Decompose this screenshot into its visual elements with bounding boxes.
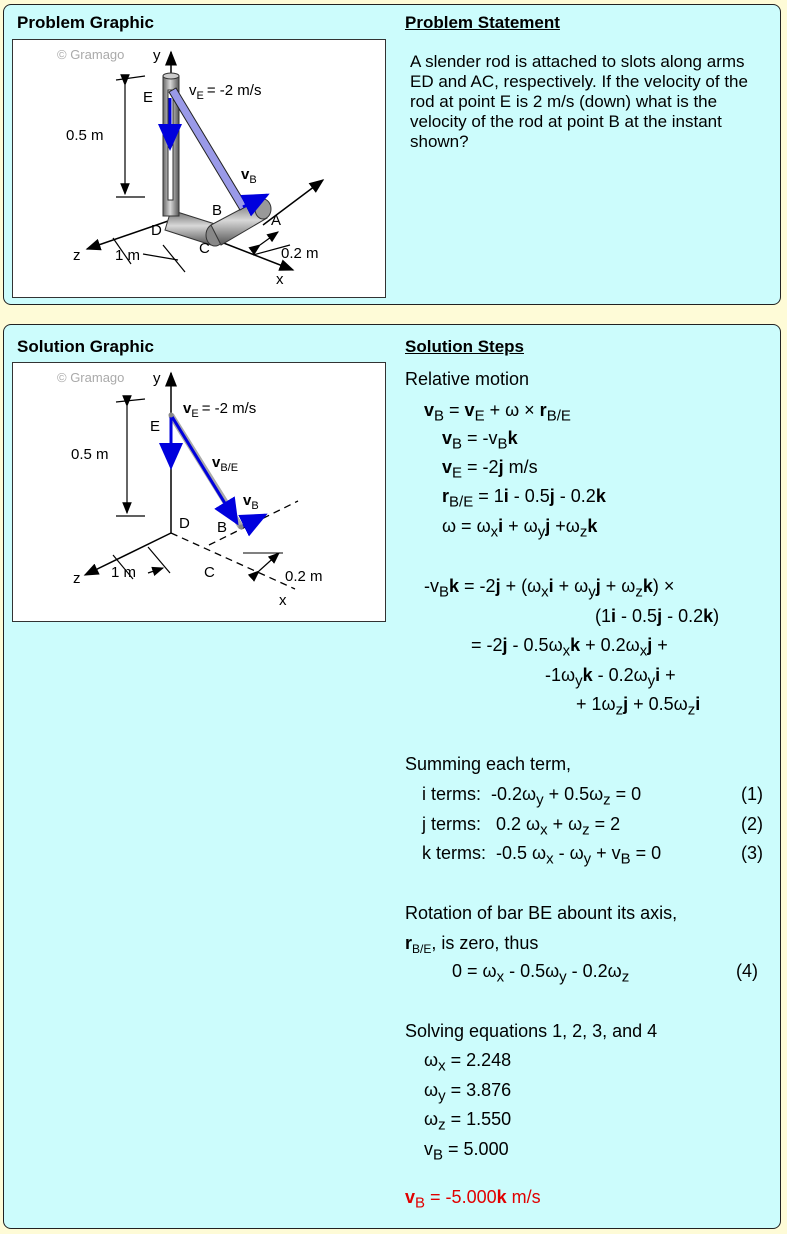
- eq-j-terms: j terms: 0.2 $\omega_x + \omega_z = 2$: [422, 814, 621, 839]
- eq-rotation: $0 = \omega_x - 0.5\omega_y - 0.2\omega_z$: [452, 961, 630, 986]
- point-d-label: D: [179, 515, 190, 532]
- eq-number-2: (2): [741, 814, 763, 834]
- solution-steps-heading: Solution Steps: [405, 337, 524, 356]
- problem-statement-text: A slender rod is attached to slots along arms ED and AC, respectively. If the velocity of the rod at point E is 2 m/s (down) what is the velocity of the rod at point B at the instant shown?: [410, 52, 748, 151]
- vb-label: $v_B$: [243, 492, 259, 512]
- rotation-text-2: $r_{B/E}$, is zero, thus: [405, 933, 539, 956]
- dim-02-label: 0.2 m: [281, 245, 319, 262]
- x-axis-label: x: [279, 592, 287, 609]
- problem-graphic-heading: Problem Graphic: [17, 13, 154, 32]
- copyright-text: © Gramago: [57, 370, 125, 385]
- point-c-label: C: [204, 564, 215, 581]
- z-axis-label: z: [73, 247, 81, 264]
- result-wx: $\omega_x = 2.248$: [424, 1050, 512, 1075]
- result-wy: $\omega_y = 3.876$: [424, 1080, 512, 1105]
- rotation-text-1: Rotation of bar BE abount its axis,: [405, 903, 678, 923]
- result-wz: $\omega_z = 1.550$: [424, 1109, 512, 1134]
- dim-1-label: 1 m: [115, 247, 141, 264]
- vbe-label: $v_{B/E}$: [212, 454, 239, 474]
- solving-text: Solving equations 1, 2, 3, and 4: [405, 1021, 658, 1041]
- relative-motion-heading: Relative motion: [405, 369, 530, 389]
- point-c-label: C: [199, 240, 210, 257]
- ve-label: $v_E = -2$ m/s: [183, 400, 257, 420]
- final-answer: $v_B = -5.000k$ m/s: [405, 1187, 541, 1212]
- eq-vb: $v_B = -v_Bk$: [442, 428, 518, 453]
- problem-panel: [3, 4, 781, 305]
- solution-graphic-heading: Solution Graphic: [17, 337, 154, 356]
- eq-cross-3: = $-2j - 0.5\omega_xk + 0.2\omega_xj$ +: [471, 635, 668, 660]
- problem-figure: [12, 39, 386, 298]
- eq-cross-4: $-1\omega_yk - 0.2\omega_yi$ +: [545, 665, 676, 690]
- dim-05-label: 0.5 m: [66, 127, 104, 144]
- dim-05-label: 0.5 m: [71, 446, 109, 463]
- dim-1-label: 1 m: [111, 564, 137, 581]
- point-d-label: D: [151, 222, 162, 239]
- eq-k-terms: k terms: -0.5 $\omega_x - \omega_y + v_B = 0$: [422, 843, 662, 868]
- y-axis-label: y: [153, 47, 161, 64]
- copyright-text: © Gramago: [57, 47, 125, 62]
- z-axis-label: z: [73, 570, 81, 587]
- summing-text: Summing each term,: [405, 754, 572, 774]
- problem-statement-heading: Problem Statement: [405, 13, 560, 32]
- point-b-label: B: [212, 202, 223, 219]
- eq-cross-5: + $1\omega_zj + 0.5\omega_zi$: [576, 694, 701, 719]
- x-axis-label: x: [276, 271, 284, 288]
- eq-i-terms: i terms: $-0.2\omega_y + 0.5\omega_z = 0$: [422, 784, 642, 809]
- eq-number-4: (4): [736, 961, 758, 981]
- eq-number-3: (3): [741, 843, 763, 863]
- eq-cross-1: $-v_Bk = -2j + (\omega_xi + \omega_yj + \omega_zk)$ ×: [424, 576, 675, 601]
- vb-label: $v_B$: [241, 166, 257, 186]
- solution-panel: [3, 324, 781, 1229]
- eq-cross-2: (1i - 0.5j - 0.2k): [595, 606, 720, 626]
- eq-ve: $v_E = -2j$ m/s: [442, 457, 538, 482]
- problem-diagram: [13, 40, 387, 299]
- eq-number-1: (1): [741, 784, 763, 804]
- eq-omega: $\omega = \omega_xi + \omega_yj +\omega_zk$: [442, 516, 598, 541]
- result-vb: $v_B = 5.000$: [424, 1139, 509, 1164]
- eq-relative-velocity: $v_B = v_E + \omega \times r_{B/E}$: [424, 400, 571, 425]
- point-e-label: E: [150, 418, 161, 435]
- dim-02-label: 0.2 m: [285, 568, 323, 585]
- point-b-label: B: [217, 519, 228, 536]
- ve-label: $v_E = -2$ m/s: [189, 82, 262, 102]
- y-axis-label: y: [153, 370, 161, 387]
- solution-steps: [4, 325, 780, 1228]
- point-e-label: E: [143, 89, 154, 106]
- eq-rbe: $r_{B/E} = 1i - 0.5j - 0.2k$: [442, 486, 606, 511]
- point-a-label: A: [271, 212, 282, 229]
- rod-eb: [169, 88, 247, 210]
